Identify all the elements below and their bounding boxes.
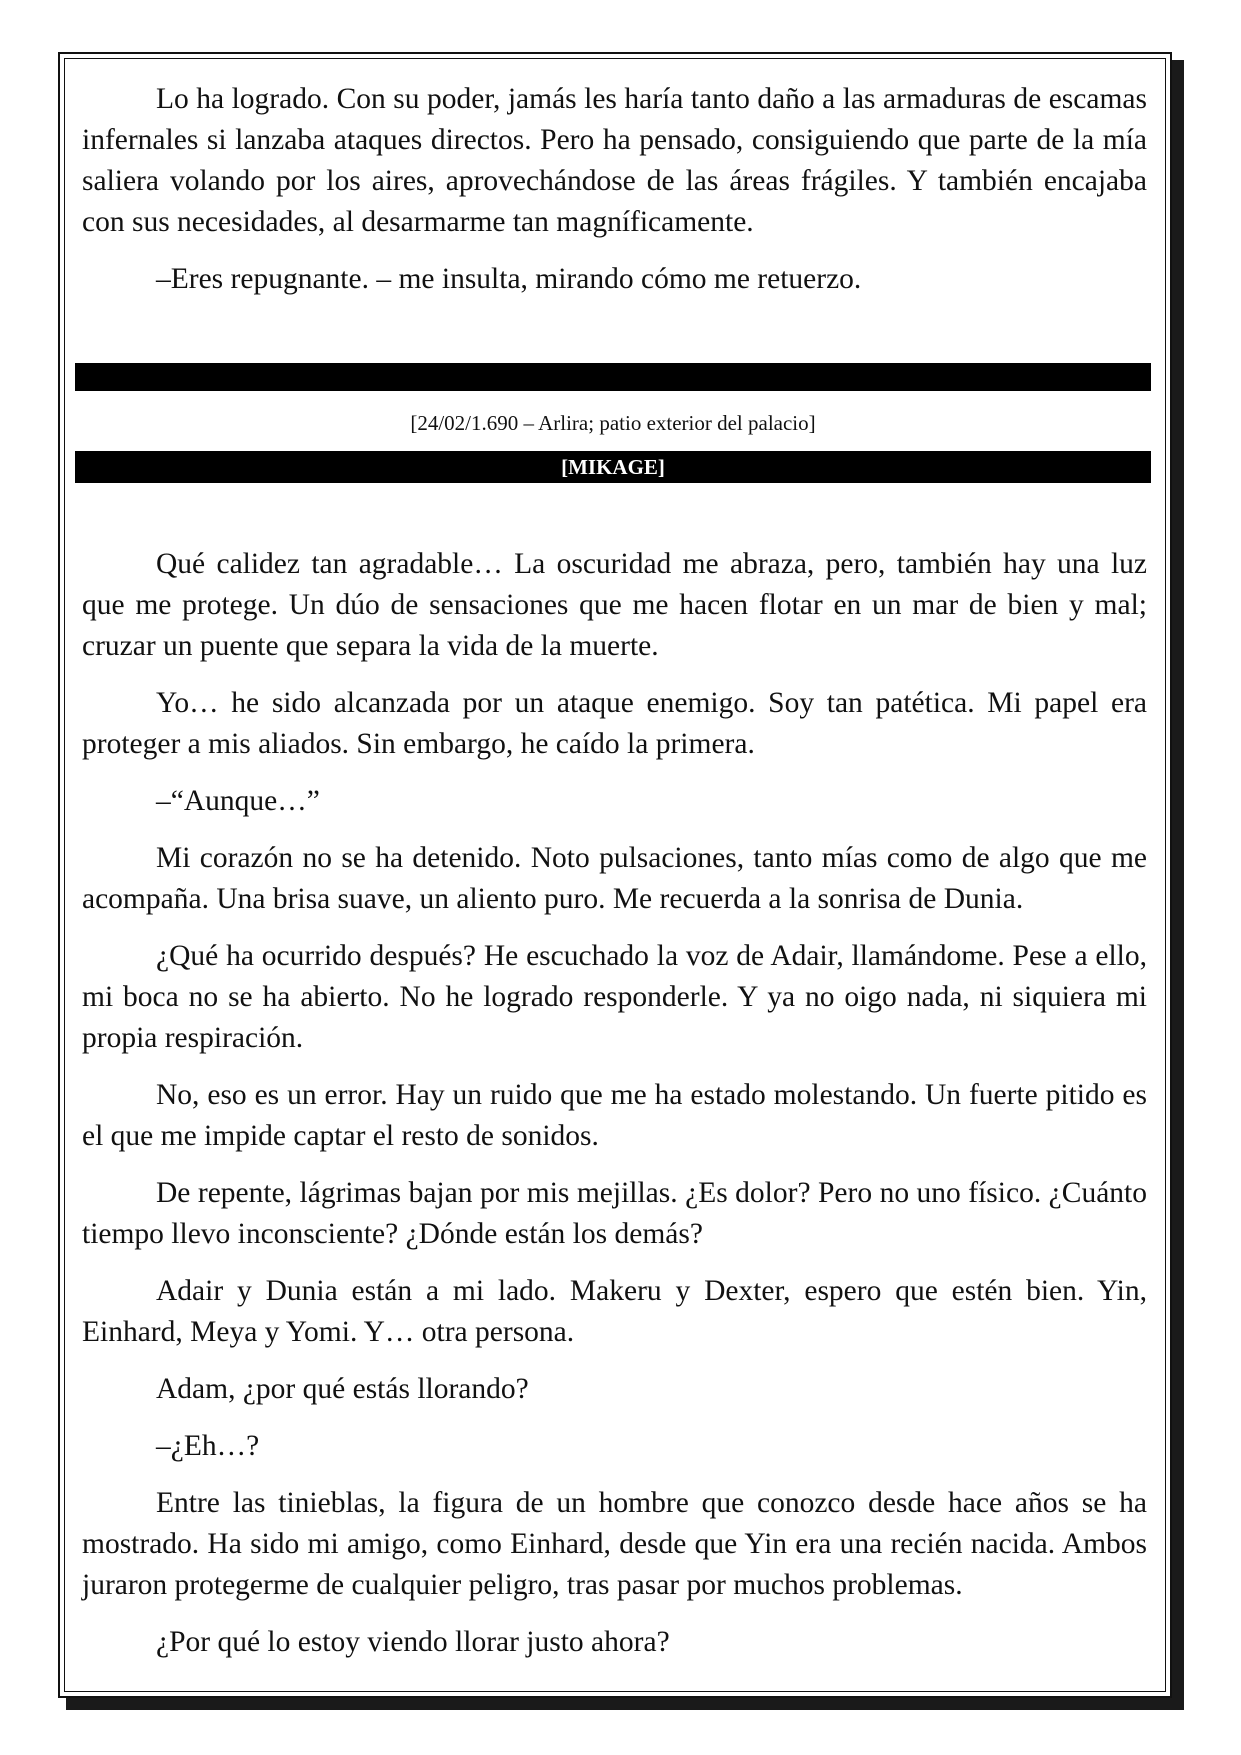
- scene-date-location: [24/02/1.690 – Arlira; patio exterior del palacio]: [410, 411, 816, 435]
- paragraph: Entre las tinieblas, la figura de un hombre que conozco desde hace años se ha mostrado. Ha sido mi amigo, como Einhard, desde que Yin era una recién nacida. Ambos juraron protegerme de cualquier peligro, tras pasar por muchos problemas.: [82, 1487, 1147, 1601]
- paragraph: –¿Eh…?: [156, 1430, 260, 1462]
- paragraph: Yo… he sido alcanzada por un ataque enemigo. Soy tan patética. Mi papel era proteger a mis aliados. Sin embargo, he caído la primera.: [82, 687, 1147, 760]
- paragraph: Adair y Dunia están a mi lado. Makeru y Dexter, espero que estén bien. Yin, Einhard, Meya y Yomi. Y… otra persona.: [82, 1275, 1147, 1348]
- paragraph: –Eres repugnante. – me insulta, mirando cómo me retuerzo.: [156, 263, 862, 295]
- paragraph: Lo ha logrado. Con su poder, jamás les haría tanto daño a las armaduras de escamas infernales si lanzaba ataques directos. Pero ha pensado, consiguiendo que parte de la mía saliera volando por los aires, aprovechándose de las áreas frágiles. Y también encajaba con sus necesidades, al desarmarme tan magníficamente.: [82, 83, 1147, 238]
- page-frame: [58, 52, 1172, 1698]
- top-text-section: [82, 79, 1147, 316]
- pov-character-banner: [MIKAGE]: [75, 451, 1151, 483]
- paragraph: ¿Qué ha ocurrido después? He escuchado la voz de Adair, llamándome. Pese a ello, mi boca no se ha abierto. No he logrado responderle. Y ya no oigo nada, ni siquiera mi propia respiración.: [82, 940, 1147, 1054]
- paragraph: De repente, lágrimas bajan por mis mejillas. ¿Es dolor? Pero no uno físico. ¿Cuánto tiempo llevo inconsciente? ¿Dónde están los demás?: [82, 1177, 1147, 1250]
- paragraph: Qué calidez tan agradable… La oscuridad me abraza, pero, también hay una luz que me protege. Un dúo de sensaciones que me hacen flotar en un mar de bien y mal; cruzar un puente que separa la vida de la muerte.: [82, 548, 1147, 662]
- main-text-section: [82, 544, 1147, 1679]
- paragraph: –“Aunque…”: [156, 785, 320, 817]
- paragraph: Adam, ¿por qué estás llorando?: [156, 1373, 529, 1405]
- paragraph: Mi corazón no se ha detenido. Noto pulsaciones, tanto mías como de algo que me acompaña. Una brisa suave, un aliento puro. Me recuerda a la sonrisa de Dunia.: [82, 842, 1147, 915]
- scene-divider-bar: [75, 363, 1151, 391]
- page-inner-border: [64, 58, 1166, 1692]
- paragraph: ¿Por qué lo estoy viendo llorar justo ahora?: [156, 1626, 670, 1658]
- paragraph: No, eso es un error. Hay un ruido que me ha estado molestando. Un fuerte pitido es el que me impide captar el resto de sonidos.: [82, 1079, 1147, 1152]
